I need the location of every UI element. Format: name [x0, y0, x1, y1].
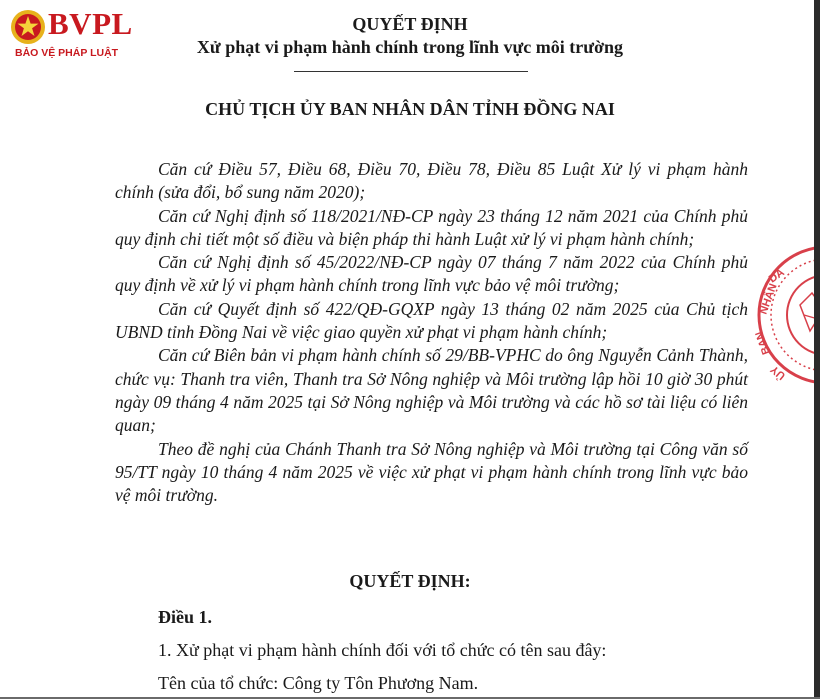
- legal-basis-item: Căn cứ Nghị định số 118/2021/NĐ-CP ngày 23 tháng 12 năm 2021 của Chính phủ quy định chi tiết một số điều và biện pháp thi hành Luật xử lý vi phạm hành chính;: [115, 205, 748, 249]
- legal-basis-list: [115, 158, 748, 507]
- official-seal-icon: [752, 235, 820, 395]
- legal-basis-item: Căn cứ Quyết định số 422/QĐ-GQXP ngày 13 tháng 02 năm 2025 của Chủ tịch UBND tỉnh Đồng Nai về việc giao quyền xử phạt vi phạm hành chính;: [115, 298, 748, 343]
- window-edge: [814, 0, 820, 699]
- svg-text:DÂ: DÂ: [766, 266, 787, 286]
- document-subtitle: Xử phạt vi phạm hành chính trong lĩnh vực môi trường: [196, 37, 624, 57]
- issuing-authority: CHỦ TỊCH ỦY BAN NHÂN DÂN TỈNH ĐỒNG NAI: [205, 99, 615, 119]
- document-title: QUYẾT ĐỊNH: [352, 14, 468, 34]
- decision-heading: QUYẾT ĐỊNH:: [349, 571, 471, 591]
- logo-wordmark: BVPL: [48, 6, 133, 41]
- svg-text:BAN: BAN: [753, 329, 773, 357]
- legal-basis-item: Căn cứ Điều 57, Điều 68, Điều 70, Điều 78, Điều 85 Luật Xử lý vi phạm hành chính (sửa đổi, bổ sung năm 2020);: [115, 159, 748, 203]
- legal-basis-item: Căn cứ Biên bản vi phạm hành chính số 29/BB-VPHC do ông Nguyễn Cảnh Thành, chức vụ: Thanh tra viên, Thanh tra Sở Nông nghiệp và Môi trường lập hồi 10 giờ 30 phút ngày 09 tháng 4 năm 2025 tại Sở Nông nghiệp và Môi trường và các hồ sơ tài liệu có liên quan;: [115, 345, 748, 436]
- legal-basis-item: Căn cứ Nghị định số 45/2022/NĐ-CP ngày 07 tháng 7 năm 2022 của Chính phủ quy định về xử lý vi phạm hành chính trong lĩnh vực bảo vệ môi trường;: [115, 252, 748, 296]
- organization-name: Tên của tổ chức: Công ty Tôn Phương Nam.: [158, 673, 479, 693]
- article-heading: Điều 1.: [158, 607, 212, 627]
- svg-text:ỦY: ỦY: [768, 362, 788, 382]
- legal-basis-item: Theo đề nghị của Chánh Thanh tra Sở Nông nghiệp và Môi trường tại Công văn số 95/TT ngày 10 tháng 4 năm 2025 về việc xử phạt vi phạm hành chính trong lĩnh vực bảo vệ môi trường.: [115, 438, 748, 506]
- svg-text:NHÂN: NHÂN: [757, 282, 780, 317]
- article-item: 1. Xử phạt vi phạm hành chính đối với tổ chức có tên sau đây:: [158, 640, 607, 660]
- logo-subtitle: BẢO VỆ PHÁP LUẬT: [15, 47, 119, 59]
- title-divider: [294, 71, 528, 72]
